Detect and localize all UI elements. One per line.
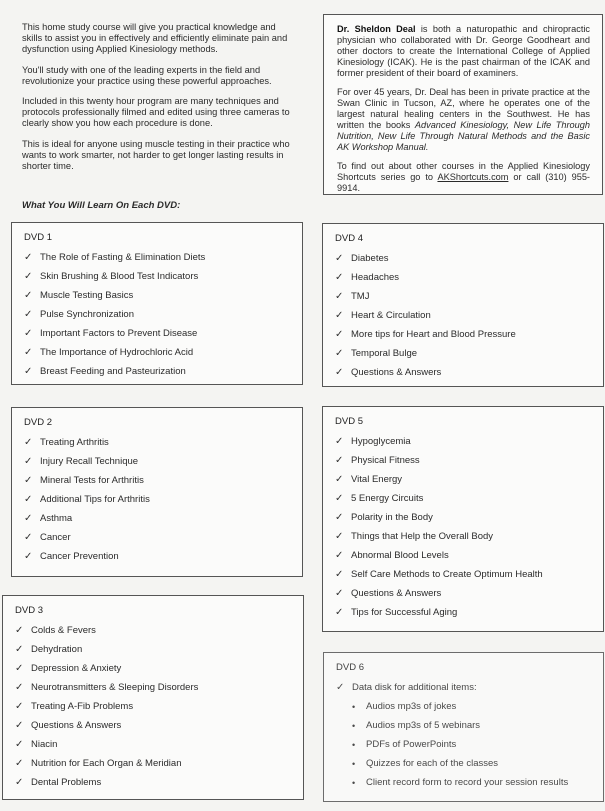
bullet-icon: • <box>352 720 356 731</box>
list-item <box>15 754 297 773</box>
list-item <box>15 697 297 716</box>
list-item-label: Self Care Methods to Create Optimum Health <box>351 569 543 580</box>
dvd3-title: DVD 3 <box>15 605 43 616</box>
list-item-label: More tips for Heart and Blood Pressure <box>351 329 516 340</box>
check-icon: ✓ <box>24 437 33 448</box>
list-item-label: Nutrition for Each Organ & Meridian <box>31 758 182 769</box>
list-subitem <box>336 697 597 716</box>
check-icon: ✓ <box>24 475 33 486</box>
list-item <box>15 640 297 659</box>
list-item <box>24 509 296 528</box>
list-item-label: Colds & Fevers <box>31 625 96 636</box>
check-icon: ✓ <box>335 329 344 340</box>
check-icon: ✓ <box>24 328 33 339</box>
author-name: Dr. Sheldon Deal <box>337 24 416 34</box>
check-icon: ✓ <box>24 456 33 467</box>
check-icon: ✓ <box>335 455 344 466</box>
list-subitem-label: Client record form to record your session results <box>366 777 569 788</box>
list-item-label: Asthma <box>40 513 73 524</box>
list-item-label: Important Factors to Prevent Disease <box>40 328 198 339</box>
book-titles: Advanced Kinesiology, New Life Through Nutrition, New Life Through Natural Methods and the Basic AK Workshop Manual. <box>337 120 590 152</box>
check-icon: ✓ <box>24 309 33 320</box>
dvd5-box <box>322 406 604 632</box>
list-item-label: Temporal Bulge <box>351 348 418 359</box>
list-item <box>335 325 597 344</box>
list-item-label: Dental Problems <box>31 777 102 788</box>
check-icon: ✓ <box>15 701 24 712</box>
website-link[interactable]: AKShortcuts.com <box>437 172 509 182</box>
check-icon: ✓ <box>335 531 344 542</box>
check-icon: ✓ <box>335 291 344 302</box>
list-item-label: Dehydration <box>31 644 83 655</box>
intro-text <box>22 22 294 181</box>
check-icon: ✓ <box>15 625 24 636</box>
list-item-label: Questions & Answers <box>351 588 442 599</box>
bio-paragraph-2 <box>337 87 590 153</box>
list-item-label: Things that Help the Overall Body <box>351 531 494 542</box>
list-item <box>335 451 597 470</box>
dvd1-title: DVD 1 <box>24 232 52 243</box>
dvd4-box <box>322 223 604 387</box>
list-item <box>15 716 297 735</box>
dvd6-title: DVD 6 <box>336 662 364 673</box>
list-item <box>24 343 296 362</box>
dvd5-list <box>335 432 597 622</box>
list-item <box>15 621 297 640</box>
dvd4-title: DVD 4 <box>335 233 363 244</box>
bullet-icon: • <box>352 739 356 750</box>
list-item <box>335 249 597 268</box>
list-item <box>24 433 296 452</box>
bio-text-3: To find out about other courses in the Applied Kinesiology Shortcuts series go to <box>337 161 590 182</box>
list-subitem <box>336 735 597 754</box>
list-item-label: Questions & Answers <box>31 720 122 731</box>
check-icon: ✓ <box>24 494 33 505</box>
list-item <box>24 362 296 381</box>
list-item-label: Skin Brushing & Blood Test Indicators <box>40 271 199 282</box>
list-item <box>24 324 296 343</box>
list-item-label: Headaches <box>351 272 400 283</box>
bullet-icon: • <box>352 777 356 788</box>
list-item-label: The Importance of Hydrochloric Acid <box>40 347 194 358</box>
intro-paragraph-3: Included in this twenty hour program are many techniques and protocols professionally filmed and edited using three cameras to clearly show you how each procedure is done. <box>22 96 290 129</box>
dvd3-box <box>2 595 304 800</box>
list-item-label: Physical Fitness <box>351 455 420 466</box>
list-item-label: Pulse Synchronization <box>40 309 134 320</box>
list-item <box>24 305 296 324</box>
dvd3-list <box>15 621 297 792</box>
list-item-label: Polarity in the Body <box>351 512 433 523</box>
list-item <box>24 471 296 490</box>
intro-paragraph-4: This is ideal for anyone using muscle testing in their practice who wants to work smarter, not harder to get longer lasting results in shorter time. <box>22 138 290 172</box>
check-icon: ✓ <box>15 739 24 750</box>
intro-paragraph-1: This home study course will give you practical knowledge and skills to assist you in effectively and efficiently eliminate pain and dysfunction using Applied Kinesiology methods. <box>22 22 288 55</box>
dvd1-list <box>24 248 296 381</box>
bio-text-1: is both a naturopathic and chiropractic physician who collaborated with Dr. George Goodheart and other doctors to create the International College of Applied Kinesiology (ICAK). He is the past chairman of the ICAK and former president of their board of examiners. <box>337 24 591 78</box>
list-item <box>335 470 597 489</box>
list-subitem-label: PDFs of PowerPoints <box>366 739 457 750</box>
list-item <box>15 735 297 754</box>
list-item <box>335 363 597 382</box>
list-item <box>335 432 597 451</box>
list-item-label: Treating A-Fib Problems <box>31 701 134 712</box>
list-item-label: Muscle Testing Basics <box>40 290 134 301</box>
check-icon: ✓ <box>335 569 344 580</box>
list-item-label: Neurotransmitters & Sleeping Disorders <box>31 682 199 693</box>
list-item <box>335 489 597 508</box>
check-icon: ✓ <box>24 271 33 282</box>
check-icon: ✓ <box>335 493 344 504</box>
check-icon: ✓ <box>15 663 24 674</box>
bio-paragraph-1 <box>337 24 590 79</box>
check-icon: ✓ <box>335 550 344 561</box>
check-icon: ✓ <box>335 474 344 485</box>
list-item <box>335 603 597 622</box>
bio-text-3-tail: or call (310) 955-9914. <box>337 172 590 193</box>
list-item <box>335 508 597 527</box>
check-icon: ✓ <box>335 253 344 264</box>
list-item <box>24 547 296 566</box>
list-item-label: Niacin <box>31 739 58 750</box>
check-icon: ✓ <box>24 366 33 377</box>
check-icon: ✓ <box>24 551 33 562</box>
check-icon: ✓ <box>24 532 33 543</box>
check-icon: ✓ <box>335 436 344 447</box>
author-bio-box <box>323 14 603 195</box>
learn-heading: What You Will Learn On Each DVD: <box>22 200 181 211</box>
list-item <box>15 659 297 678</box>
dvd4-list <box>335 249 597 382</box>
list-item-label: Cancer <box>40 532 71 543</box>
list-subitem-label: Audios mp3s of 5 webinars <box>366 720 481 731</box>
list-item-label: Diabetes <box>351 253 389 264</box>
list-subitem <box>336 773 597 792</box>
dvd2-title: DVD 2 <box>24 417 52 428</box>
list-item <box>335 584 597 603</box>
check-icon: ✓ <box>335 588 344 599</box>
check-icon: ✓ <box>335 607 344 618</box>
list-item <box>24 286 296 305</box>
dvd5-title: DVD 5 <box>335 416 363 427</box>
intro-paragraph-2: You'll study with one of the leading experts in the field and revolutionize your practice using these powerful approaches. <box>22 64 272 86</box>
list-item-label: Cancer Prevention <box>40 551 119 562</box>
list-item-label: Hypoglycemia <box>351 436 411 447</box>
list-item <box>335 306 597 325</box>
check-icon: ✓ <box>24 252 33 263</box>
list-item <box>335 546 597 565</box>
list-item <box>335 565 597 584</box>
list-item-label: The Role of Fasting & Elimination Diets <box>40 252 206 263</box>
list-item <box>24 248 296 267</box>
list-item-label: Depression & Anxiety <box>31 663 122 674</box>
list-item-label: Questions & Answers <box>351 367 442 378</box>
bio-paragraph-3 <box>337 161 590 194</box>
check-icon: ✓ <box>15 682 24 693</box>
list-item-label: Vital Energy <box>351 474 403 485</box>
list-item <box>15 773 297 792</box>
check-icon: ✓ <box>15 720 24 731</box>
list-item <box>15 678 297 697</box>
dvd2-box <box>11 407 303 577</box>
list-item <box>24 267 296 286</box>
list-subitem-label: Quizzes for each of the classes <box>366 758 499 769</box>
list-item <box>335 344 597 363</box>
list-subitem <box>336 754 597 773</box>
list-item-label: TMJ <box>351 291 370 302</box>
list-item <box>24 452 296 471</box>
check-icon: ✓ <box>335 348 344 359</box>
check-icon: ✓ <box>335 310 344 321</box>
check-icon: ✓ <box>335 367 344 378</box>
list-item <box>335 527 597 546</box>
list-subitem-label: Audios mp3s of jokes <box>366 701 457 712</box>
check-icon: ✓ <box>15 758 24 769</box>
bio-text-2: For over 45 years, Dr. Deal has been in private practice at the Swan Clinic in Tucson, AZ, where he operates one of the largest natural healing centers in the Southwest. He has written the books <box>337 87 590 130</box>
list-item-label: Injury Recall Technique <box>40 456 139 467</box>
check-icon: ✓ <box>24 290 33 301</box>
list-item-label: Abnormal Blood Levels <box>351 550 449 561</box>
list-item <box>335 268 597 287</box>
list-item-label: Additional Tips for Arthritis <box>40 494 150 505</box>
dvd1-box <box>11 222 303 385</box>
list-item-label: Mineral Tests for Arthritis <box>40 475 144 486</box>
list-item-label: Tips for Successful Aging <box>351 607 458 618</box>
dvd2-list <box>24 433 296 566</box>
list-item-label: 5 Energy Circuits <box>351 493 424 504</box>
check-icon: ✓ <box>24 513 33 524</box>
check-icon: ✓ <box>15 644 24 655</box>
list-item-label: Heart & Circulation <box>351 310 431 321</box>
list-subitem <box>336 716 597 735</box>
check-icon: ✓ <box>15 777 24 788</box>
list-item-label: Breast Feeding and Pasteurization <box>40 366 186 377</box>
check-icon: ✓ <box>24 347 33 358</box>
dvd6-lead: Data disk for additional items: <box>352 682 477 693</box>
list-item-label: Treating Arthritis <box>40 437 109 448</box>
bullet-icon: • <box>352 701 356 712</box>
bullet-icon: • <box>352 758 356 769</box>
dvd6-box <box>323 652 604 802</box>
dvd6-list <box>336 678 597 792</box>
check-icon: ✓ <box>336 682 345 693</box>
list-item <box>335 287 597 306</box>
list-item <box>336 678 597 697</box>
list-item <box>24 528 296 547</box>
check-icon: ✓ <box>335 272 344 283</box>
list-item <box>24 490 296 509</box>
check-icon: ✓ <box>335 512 344 523</box>
